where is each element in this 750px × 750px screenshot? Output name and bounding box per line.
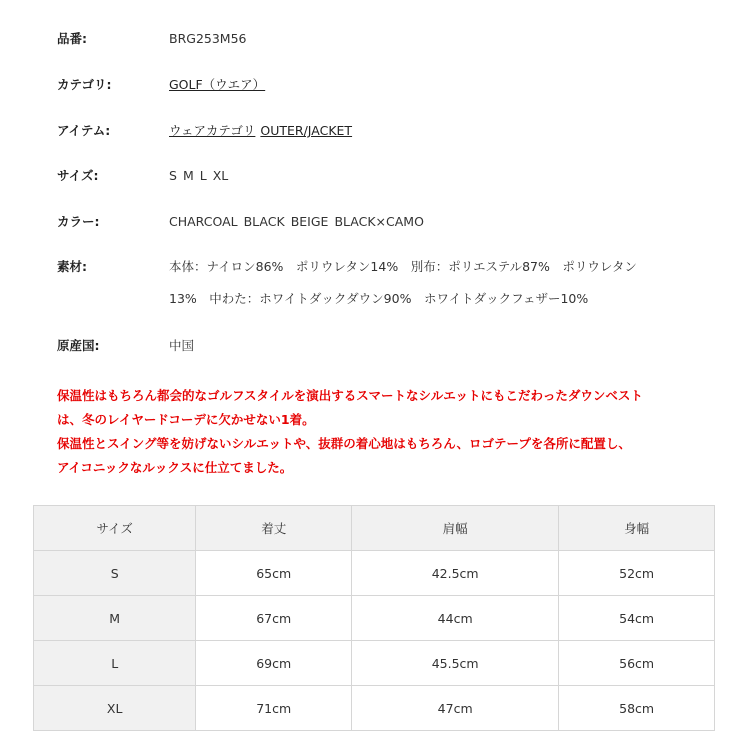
- header-cell: サイズ: [34, 506, 196, 551]
- color-value: BLACK: [243, 214, 285, 229]
- size-cell: XL: [34, 686, 196, 731]
- table-cell: 69cm: [196, 641, 352, 686]
- size-table-header: [34, 506, 715, 551]
- table-row: [34, 686, 715, 731]
- table-cell: 67cm: [196, 596, 352, 641]
- table-cell: 44cm: [352, 596, 559, 641]
- table-cell: 45.5cm: [352, 641, 559, 686]
- spec-label: アイテム:: [57, 123, 111, 138]
- size-values: [169, 167, 228, 185]
- size-table: [33, 505, 715, 731]
- header-cell: 着丈: [196, 506, 352, 551]
- description-line: は、冬のレイヤードコーデに欠かせない1着。: [57, 412, 315, 427]
- spec-label: 品番:: [57, 31, 87, 46]
- header-cell: 身幅: [559, 506, 715, 551]
- category-link[interactable]: GOLF（ウエア）: [169, 77, 266, 92]
- table-cell: 54cm: [559, 596, 715, 641]
- size-value: M: [182, 168, 194, 183]
- table-cell: 65cm: [196, 551, 352, 596]
- description-line: 保温性はもちろん都会的なゴルフスタイルを演出するスマートなシルエットにもこだわったダウンベスト: [57, 388, 643, 403]
- item-outer-jacket-link[interactable]: OUTER/JACKET: [260, 123, 353, 138]
- table-row: [34, 551, 715, 596]
- category-value: [169, 76, 265, 94]
- spec-label: 原産国:: [57, 338, 100, 353]
- table-cell: 56cm: [559, 641, 715, 686]
- color-value: BEIGE: [290, 214, 329, 229]
- size-value: L: [199, 168, 207, 183]
- spec-label: カテゴリ:: [57, 77, 112, 92]
- spec-label: カラー:: [57, 214, 100, 229]
- table-cell: 47cm: [352, 686, 559, 731]
- product-description: [57, 384, 717, 480]
- table-cell: 58cm: [559, 686, 715, 731]
- size-cell: S: [34, 551, 196, 596]
- size-value: XL: [212, 168, 229, 183]
- table-cell: 71cm: [196, 686, 352, 731]
- size-cell: M: [34, 596, 196, 641]
- size-value: S: [169, 168, 177, 183]
- item-category-link[interactable]: ウェアカテゴリ: [169, 123, 256, 138]
- description-line: アイコニックなルックスに仕立てました。: [57, 460, 293, 475]
- color-values: [169, 213, 424, 231]
- item-value: [169, 122, 352, 140]
- spec-label: サイズ:: [57, 168, 99, 183]
- table-cell: 42.5cm: [352, 551, 559, 596]
- origin-value: 中国: [169, 338, 195, 353]
- table-row: [34, 641, 715, 686]
- material-line-1: 本体：ナイロン86% ポリウレタン14% 別布：ポリエステル87% ポリウレタン: [169, 259, 637, 274]
- header-cell: 肩幅: [352, 506, 559, 551]
- material-line-2: 13% 中わた：ホワイトダックダウン90% ホワイトダックフェザー10%: [169, 291, 589, 306]
- spec-label: 素材:: [57, 259, 87, 274]
- table-cell: 52cm: [559, 551, 715, 596]
- color-value: BLACK×CAMO: [334, 214, 424, 229]
- product-no-value: BRG253M56: [169, 31, 247, 46]
- table-row: [34, 596, 715, 641]
- size-cell: L: [34, 641, 196, 686]
- description-line: 保温性とスイング等を妨げないシルエットや、抜群の着心地はもちろん、ロゴテープを各所に配置し、: [57, 436, 631, 451]
- color-value: CHARCOAL: [169, 214, 238, 229]
